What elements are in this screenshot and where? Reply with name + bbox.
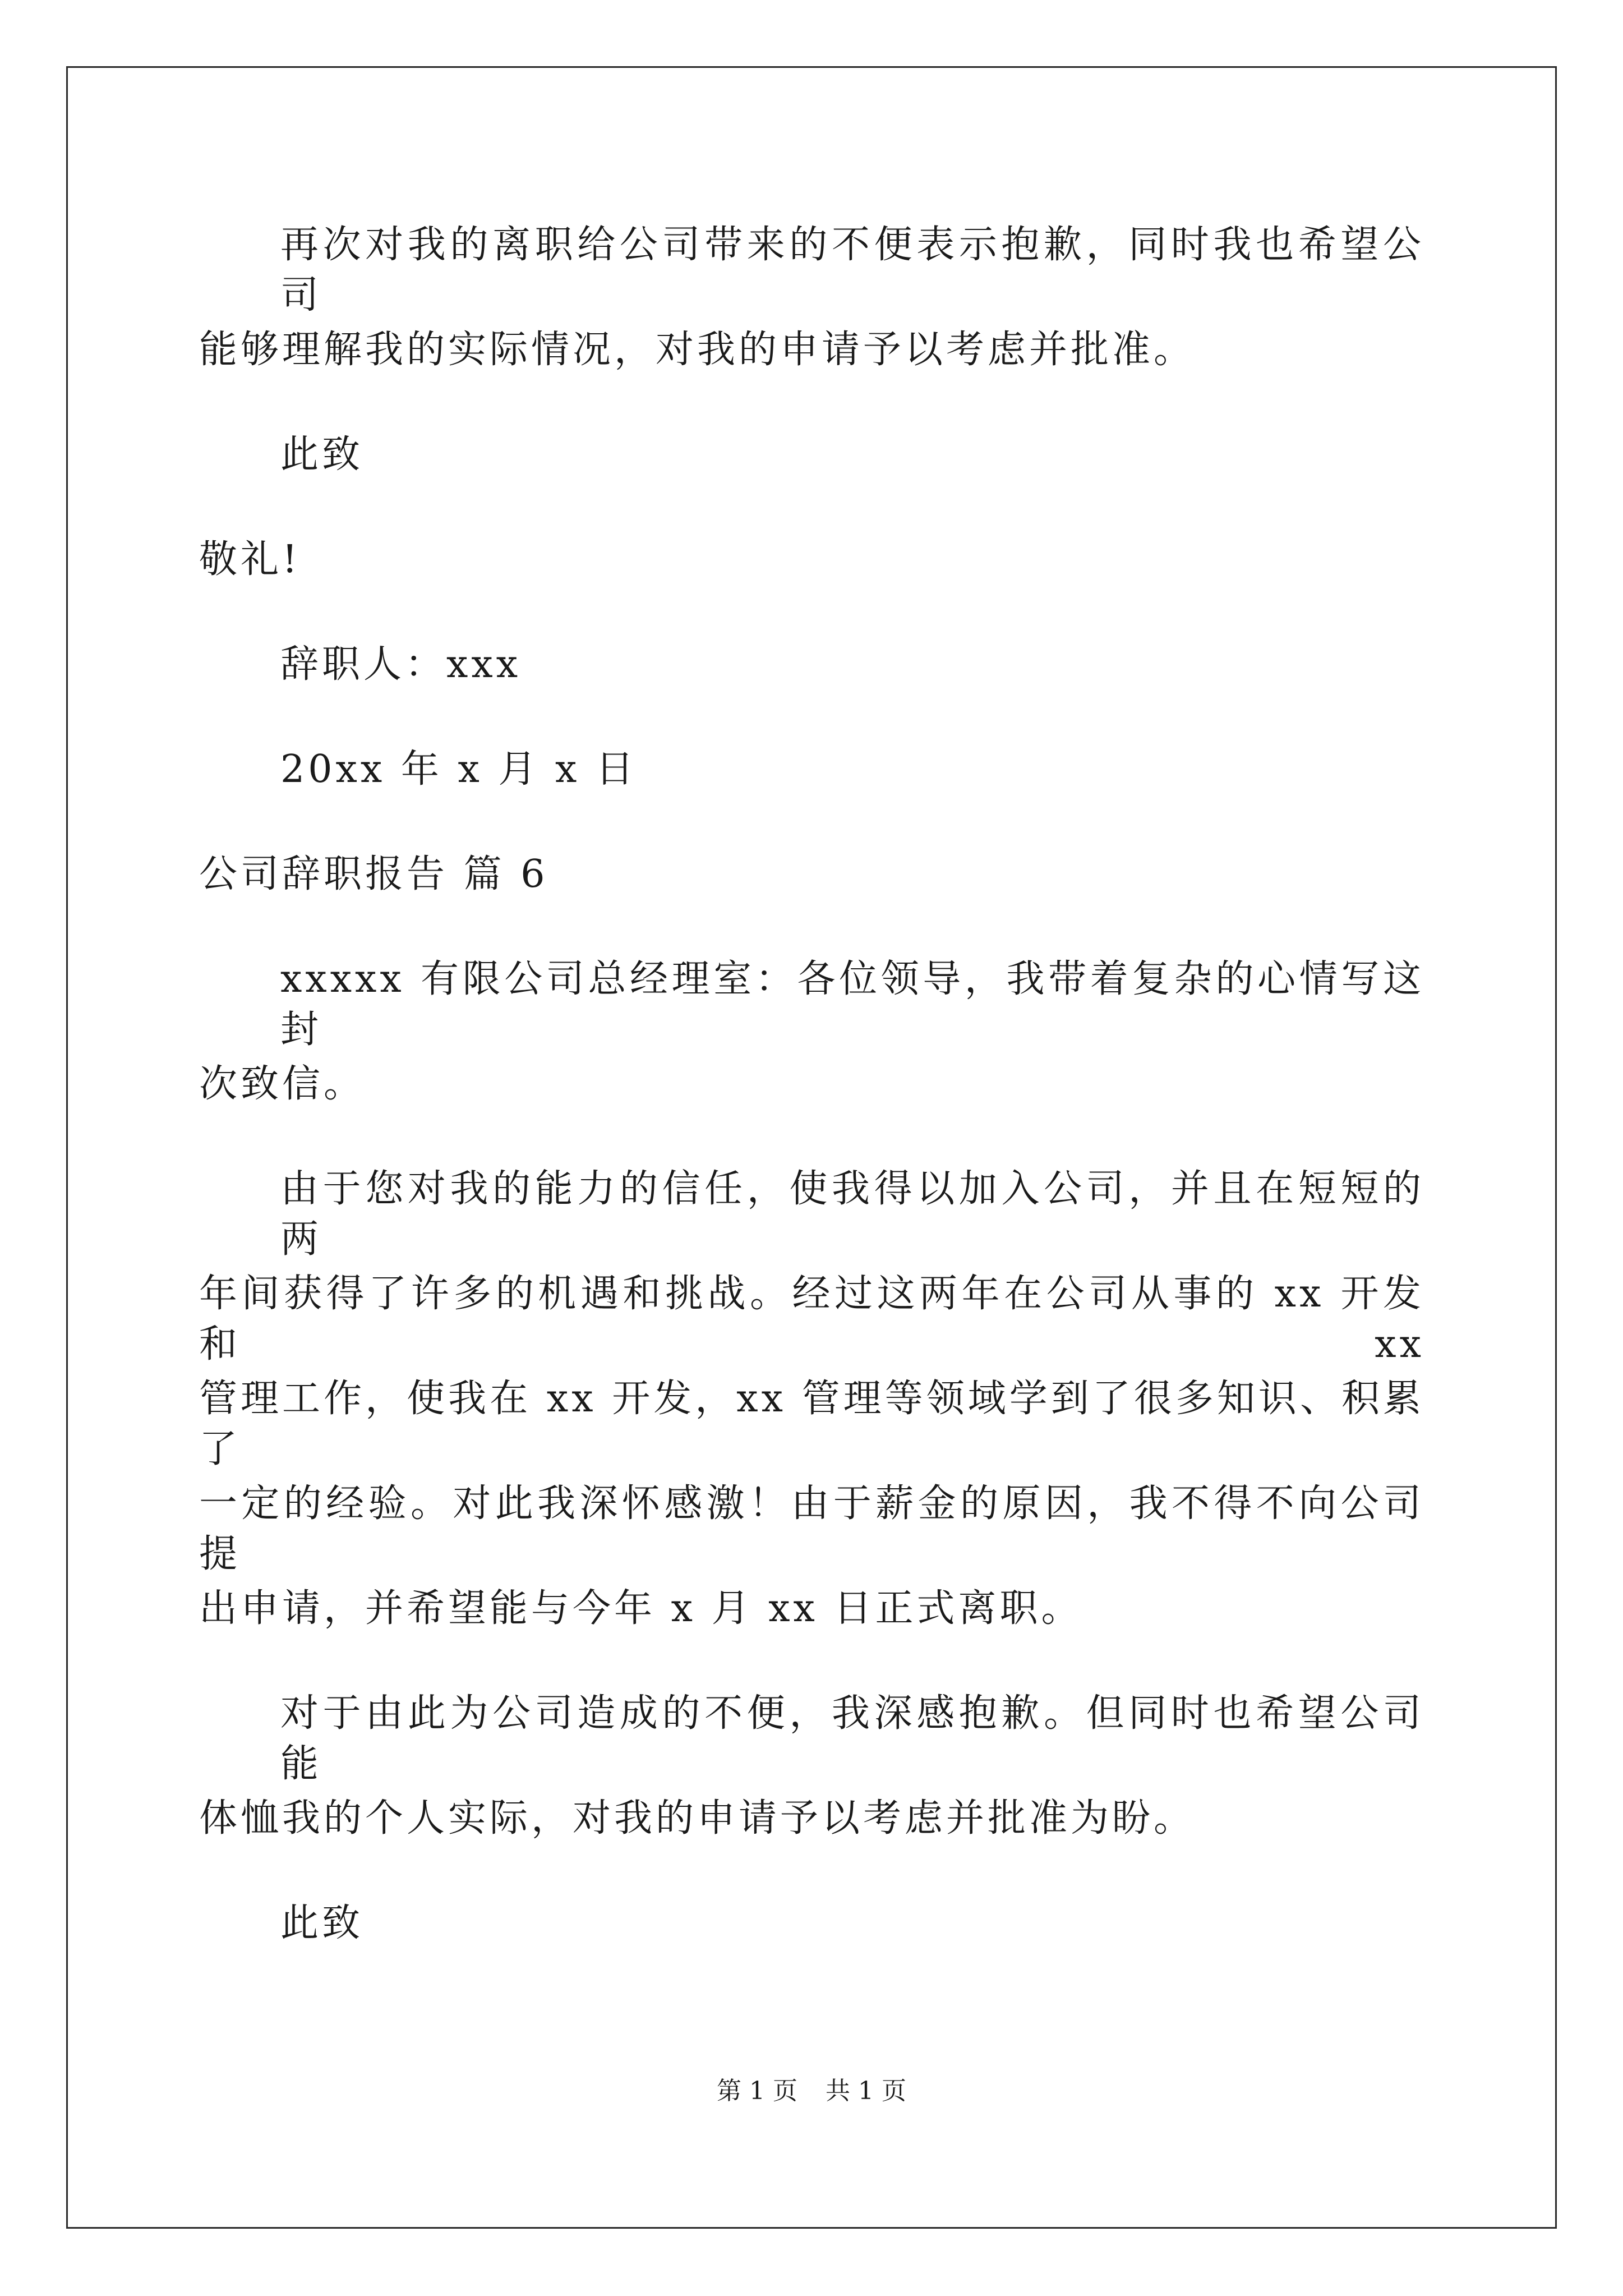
text-line: 年间获得了许多的机遇和挑战。经过这两年在公司从事的 xx 开发和 xx — [199, 1272, 1424, 1366]
page-number: 第 1 页 — [717, 2077, 797, 2105]
text-line: 20xx 年 x 月 x 日 — [280, 747, 638, 792]
text-line: 体恤我的个人实际，对我的申请予以考虑并批准为盼。 — [199, 1796, 1196, 1841]
text-line: 能够理解我的实际情况，对我的申请予以考虑并批准。 — [199, 328, 1196, 372]
page-total: 共 1 页 — [826, 2077, 906, 2105]
text-line: 一定的经验。对此我深怀感激！由于薪金的原因，我不得不向公司提 — [199, 1481, 1424, 1576]
text-line: 敬礼! — [199, 537, 301, 582]
text-line: 辞职人：xxx — [280, 642, 522, 687]
text-line: 对于由此为公司造成的不便，我深感抱歉。但同时也希望公司能 — [280, 1691, 1424, 1786]
text-line: 再次对我的离职给公司带来的不便表示抱歉，同时我也希望公司 — [280, 223, 1424, 318]
page-footer — [0, 2074, 1623, 2108]
text-line: 公司辞职报告 篇 6 — [199, 852, 548, 896]
text-line: 此致 — [280, 432, 364, 477]
text-line: 由于您对我的能力的信任，使我得以加入公司，并且在短短的两 — [280, 1167, 1424, 1262]
text-line: xxxxx 有限公司总经理室：各位领导，我带着复杂的心情写这封 — [280, 957, 1424, 1052]
text-line: 次致信。 — [199, 1062, 366, 1106]
text-line: 管理工作，使我在 xx 开发，xx 管理等领域学到了很多知识、积累了 — [199, 1377, 1424, 1471]
text-line: 此致 — [280, 1901, 364, 1945]
text-line: 出申请，并希望能与今年 x 月 xx 日正式离职。 — [199, 1586, 1083, 1631]
